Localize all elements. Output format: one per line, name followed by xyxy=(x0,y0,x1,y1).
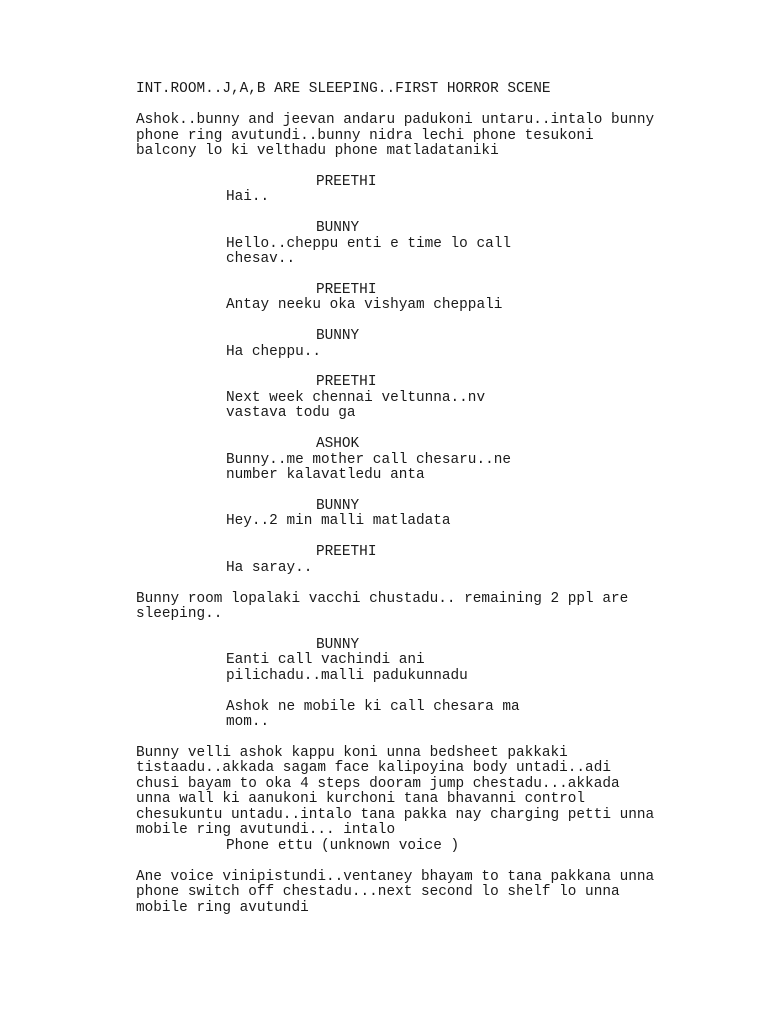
character-name: ASHOK xyxy=(316,436,360,452)
action-line: sleeping.. xyxy=(136,606,223,622)
action-line: mobile ring avutundi... intalo xyxy=(136,822,396,838)
dialogue-line: number kalavatledu anta xyxy=(226,467,425,483)
dialogue-line: pilichadu..malli padukunnadu xyxy=(226,668,468,684)
dialogue-line: Next week chennai veltunna..nv xyxy=(226,390,486,406)
action-line: tistaadu..akkada sagam face kalipoyina body untadi..adi xyxy=(136,760,611,776)
character-name: PREETHI xyxy=(316,544,377,560)
character-name: BUNNY xyxy=(316,220,360,236)
dialogue-line: Ha cheppu.. xyxy=(226,344,321,360)
action-line: chusi bayam to oka 4 steps dooram jump chestadu...akkada xyxy=(136,776,620,792)
dialogue-line: Hai.. xyxy=(226,189,270,205)
character-name: PREETHI xyxy=(316,174,377,190)
dialogue-line: chesav.. xyxy=(226,251,296,267)
dialogue-line: Ha saray.. xyxy=(226,560,313,576)
dialogue-line: vastava todu ga xyxy=(226,405,356,421)
dialogue-line: Ashok ne mobile ki call chesara ma xyxy=(226,699,520,715)
dialogue-line: Antay neeku oka vishyam cheppali xyxy=(226,297,503,313)
dialogue-line: Hey..2 min malli matladata xyxy=(226,513,451,529)
dialogue-line: Eanti call vachindi ani xyxy=(226,652,425,668)
action-line: Ane voice vinipistundi..ventaney bhayam to tana pakkana unna xyxy=(136,869,655,885)
action-line: mobile ring avutundi xyxy=(136,900,309,916)
dialogue-line: Phone ettu (unknown voice ) xyxy=(226,838,460,854)
character-name: PREETHI xyxy=(316,282,377,298)
character-name: PREETHI xyxy=(316,374,377,390)
action-line: phone ring avutundi..bunny nidra lechi phone tesukoni xyxy=(136,128,594,144)
action-line: Bunny velli ashok kappu koni unna bedsheet pakkaki xyxy=(136,745,568,761)
character-name: BUNNY xyxy=(316,637,360,653)
action-line: unna wall ki aanukoni kurchoni tana bhavanni control xyxy=(136,791,586,807)
dialogue-line: mom.. xyxy=(226,714,270,730)
scene-heading: INT.ROOM..J,A,B ARE SLEEPING..FIRST HORROR SCENE xyxy=(136,81,551,97)
action-line: phone switch off chestadu...next second lo shelf lo unna xyxy=(136,884,620,900)
character-name: BUNNY xyxy=(316,328,360,344)
action-line: Bunny room lopalaki vacchi chustadu.. remaining 2 ppl are xyxy=(136,591,629,607)
dialogue-line: Bunny..me mother call chesaru..ne xyxy=(226,452,511,468)
character-name: BUNNY xyxy=(316,498,360,514)
action-line: chesukuntu untadu..intalo tana pakka nay charging petti unna xyxy=(136,807,655,823)
action-line: Ashok..bunny and jeevan andaru padukoni untaru..intalo bunny xyxy=(136,112,655,128)
action-line: balcony lo ki velthadu phone matladataniki xyxy=(136,143,499,159)
dialogue-line: Hello..cheppu enti e time lo call xyxy=(226,236,511,252)
